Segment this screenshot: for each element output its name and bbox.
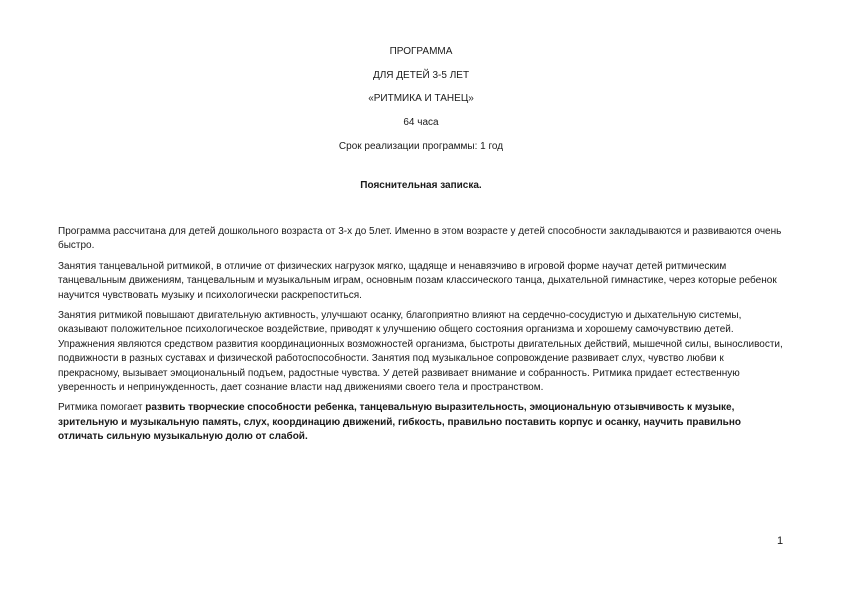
explanatory-note-title: Пояснительная записка. <box>360 180 482 191</box>
paragraph-benefits: Занятия ритмикой повышают двигательную активность, улучшают осанку, благоприятно влияют на сердечно-сосудистую и дыхательную системы, оказывают положительное психологическое воздействие, приводят к улучшению общего состояния организма и хорошему самочувствию детей. Упражнения являются средством развития координационных возможностей организма, быстроты двигательных действий, мышечной силы, выносливости, подвижности в разных суставах и физической работоспособности. Занятия под музыкальное сопровождение развивает слух, чувство любви к прекрасному, вызывает эмоциональный подъем, радостные чувства. У детей развивает внимание и собранность. Ритмика придает естественную уверенность и непринужденность, дает сознание власти над движениями своего тела и пространством. <box>58 310 783 394</box>
explanatory-note-body <box>58 225 786 451</box>
header-age-group: ДЛЯ ДЕТЕЙ 3-5 ЛЕТ <box>372 69 470 81</box>
paragraph-age-intro: Программа рассчитана для детей дошкольного возраста от 3-х до 5лет. Именно в этом возрасте у детей способности закладываются и развиваются очень быстро. <box>58 226 782 252</box>
header-program-title: «РИТМИКА И ТАНЕЦ» <box>368 93 474 105</box>
header-duration: Срок реализации программы: 1 год <box>338 140 504 152</box>
goals-lead-text: Ритмика помогает <box>58 402 146 414</box>
paragraph-dance-rhythmics: Занятия танцевальной ритмикой, в отличие от физических нагрузок мягко, щадяще и ненавязчиво в игровой форме научат детей ритмическим танцевальным движениям, танцевальным и музыкальным играм, основным позам классического танца, дыхательной гимнастике, через которые ребенок научится чувствовать музыку и психологически раскрепоститься. <box>58 260 777 301</box>
header-hours: 64 часа <box>403 117 439 129</box>
program-header <box>0 40 842 158</box>
goals-bold-text: развить творческие способности ребенка, танцевальную выразительность, эмоциональную отзывчивость к музыке, зрительную и музыкальную память, слух, координацию движений, гибкость, правильно поставить корпус и осанку, научить правильно отличать сильную музыкальную долю от слабой. <box>58 402 741 443</box>
paragraph-goals <box>58 401 786 444</box>
header-program-label: ПРОГРАММА <box>389 46 453 57</box>
page-number: 1 <box>777 535 784 547</box>
